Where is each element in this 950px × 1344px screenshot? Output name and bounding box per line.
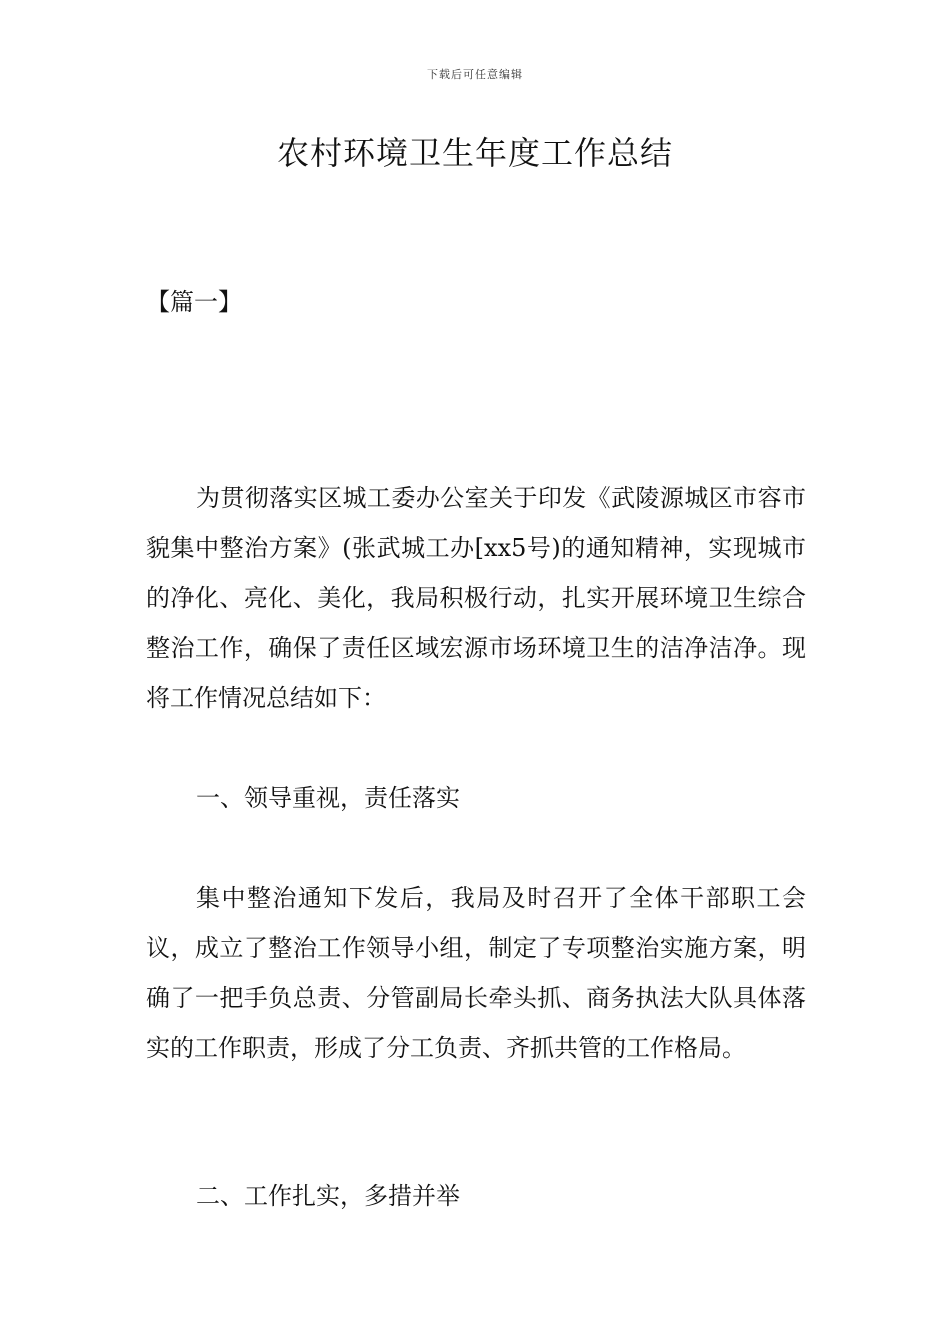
body-paragraph-2: 集中整治通知下发后，我局及时召开了全体干部职工会议，成立了整治工作领导小组，制定了专项整治实施方案，明确了一把手负总责、分管副局长牵头抓、商务执法大队具体落实的工作职责，形成了分工负责、齐抓共管的工作格局。 [146,884,806,1062]
section-heading-1: 一、领导重视，责任落实 [196,784,460,812]
page-header-note: 下载后可任意编辑 [427,68,523,81]
section-label: 【篇一】 [146,288,242,316]
document-title: 农村环境卫生年度工作总结 [276,134,673,172]
body-paragraph-1: 为贯彻落实区城工委办公室关于印发《武陵源城区市容市貌集中整治方案》(张武城工办[xx5号)的通知精神，实现城市的净化、亮化、美化，我局积极行动，扎实开展环境卫生综合整治工作，确保了责任区域宏源市场环境卫生的洁净洁净。现将工作情况总结如下： [146,484,806,712]
section-heading-2: 二、工作扎实，多措并举 [196,1182,460,1210]
